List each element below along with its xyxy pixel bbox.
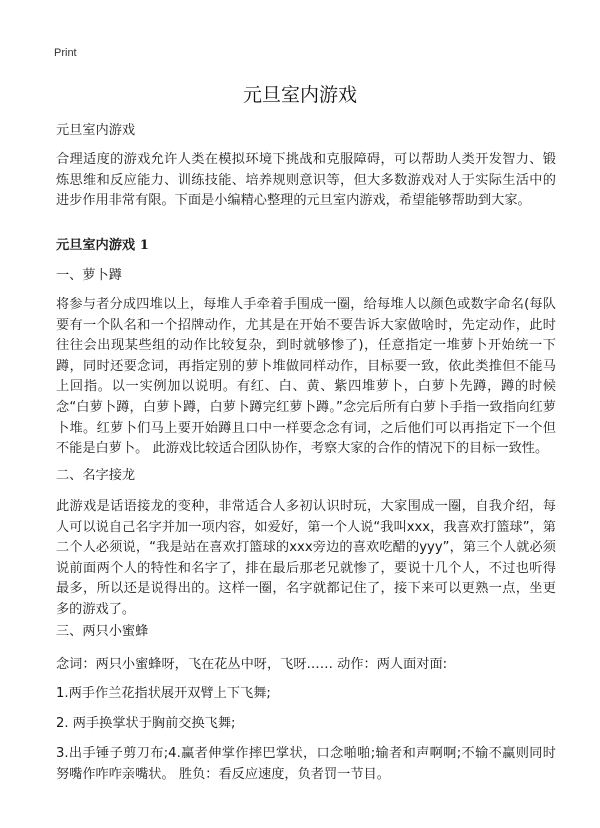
print-link[interactable]: Print (54, 47, 77, 59)
section-heading: 元旦室内游戏 1 (56, 238, 149, 253)
game3-step-3: 3.出手锤子剪刀布;4.赢者伸掌作摔巴掌状，口念啪啪;输者和声啊啊;不输不赢则同时努嘴作咋咋亲嘴状。 胜负：看反应速度，负者罚一节目。 (56, 746, 556, 782)
game1-title: 一、萝卜蹲 (56, 268, 122, 283)
intro-paragraph: 合理适度的游戏允许人类在模拟环境下挑战和克服障碍，可以帮助人类开发智力、锻炼思维和反应能力、训练技能、培养规则意识等，但大多数游戏对人于实际生活中的进步作用非常有限。下面是小编精心整理的元旦室内游戏，希望能够帮助到大家。 (56, 152, 556, 209)
game2-title: 二、名字接龙 (56, 468, 136, 483)
game3-step-1: 1.两手作兰花指状展开双臂上下飞舞; (56, 686, 271, 701)
page-title: 元旦室内游戏 (242, 84, 357, 106)
game1-body: 将参与者分成四堆以上，每堆人手牵着手围成一圈，给每堆人以颜色或数字命名(每队要有一个队名和一个招牌动作，尤其是在开始不要告诉大家做啥时，先定动作，此时往往会出现某些组的动作比较复杂，到时就够惨了)，任意指定一堆萝卜开始统一下蹲，同时还要念词，再指定别的萝卜堆做同样动作，目标要一致，依此类推但不能马上回指。以一实例加以说明。有红、白、黄、紫四堆萝卜，白萝卜先蹲，蹲的时候念“白萝卜蹲，白萝卜蹲，白萝卜蹲完红萝卜蹲。”念完后所有白萝卜手指一致指向红萝卜堆。红萝卜们马上要开始蹲且口中一样要念念有词，之后他们可以再指定下一个但不能是白萝卜。 此游戏比较适合团队协作，考察大家的合作的情况下的目标一致性。 (56, 297, 556, 457)
game3-step-2: 2. 两手换掌状于胸前交换飞舞; (56, 716, 236, 731)
game3-title: 三、两只小蜜蜂 (56, 624, 149, 639)
game2-body: 此游戏是话语接龙的变种，非常适合人多初认识时玩，大家围成一圈，自我介绍，每人可以说自己名字并加一项内容，如爱好，第一个人说“我叫xxx，我喜欢打篮球”，第二个人必须说，“我是站在喜欢打篮球的xxx旁边的喜欢吃醋的yyy”，第三个人就必须说前面两个人的特性和名字了，排在最后那老兄就惨了，要说十几个人，不过也听得最多，所以还是说得出的。这样一圈，名字就都记住了，接下来可以更熟一点，坐更多的游戏了。 (56, 499, 556, 617)
game3-chant: 念词：两只小蜜蜂呀，飞在花丛中呀，飞呀…… 动作：两人面对面: (56, 657, 448, 672)
subtitle: 元旦室内游戏 (56, 123, 136, 138)
